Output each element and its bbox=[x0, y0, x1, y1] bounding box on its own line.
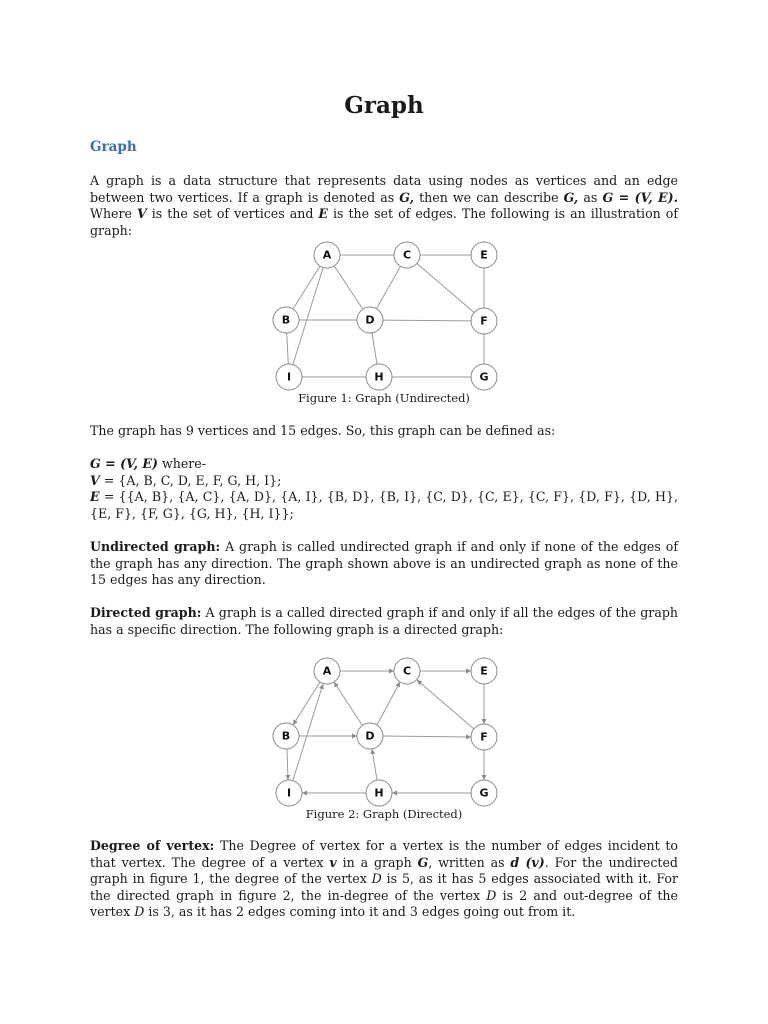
page-title: Graph bbox=[344, 92, 424, 119]
svg-text:E: E bbox=[480, 248, 488, 262]
definition-e-line bbox=[90, 489, 678, 522]
arrow-f-c bbox=[417, 680, 474, 729]
degree-dv: d (v) bbox=[510, 854, 545, 870]
directed-graph-diagram bbox=[265, 654, 505, 810]
degree-paragraph bbox=[90, 838, 678, 921]
degree-v: v bbox=[329, 854, 337, 870]
definition-g-label: G = (V, E) bbox=[90, 456, 158, 471]
figure-2-edges bbox=[287, 671, 484, 793]
directed-paragraph bbox=[90, 605, 678, 638]
arrow-b-i bbox=[287, 749, 288, 780]
definition-block bbox=[90, 456, 678, 522]
node-c bbox=[394, 242, 420, 268]
node-a bbox=[314, 658, 340, 684]
degree-text-4: . For the undirected graph in figure 1, the degree of the vertex bbox=[90, 854, 678, 887]
intro-text-2: then we can describe bbox=[414, 189, 564, 205]
degree-text-5: is 5, as it has 5 edges associated with it. For the directed graph in figure 2, the in-degree of the vertex bbox=[90, 871, 678, 903]
node-c bbox=[394, 658, 420, 684]
intro-text-5: is the set of vertices and bbox=[146, 206, 319, 222]
intro-text-3: as bbox=[578, 189, 603, 205]
figure-2-caption: Figure 2: Graph (Directed) bbox=[305, 807, 463, 821]
degree-label: Degree of vertex: bbox=[90, 838, 215, 853]
arrow-d-f bbox=[383, 736, 471, 737]
degree-text-1: The Degree of vertex for a vertex is the number of edges incident to that vertex. The degree of a vertex bbox=[90, 838, 678, 870]
node-e bbox=[471, 658, 497, 684]
node-d bbox=[357, 307, 383, 333]
intro-text-4: Where bbox=[90, 206, 137, 222]
svg-text:C: C bbox=[402, 248, 412, 262]
figure-1-caption: Figure 1: Graph (Undirected) bbox=[298, 391, 470, 405]
undirected-text: A graph is called undirected graph if and only if none of the edges of the graph has any direction. The graph shown above is an undirected graph as none of the 15 edges has any direction. bbox=[90, 539, 678, 588]
svg-text:F: F bbox=[480, 730, 488, 744]
definition-g-text: where- bbox=[157, 456, 207, 471]
svg-text:D: D bbox=[365, 729, 375, 743]
degree-d-3: D bbox=[134, 904, 145, 920]
definition-v-label: V bbox=[90, 472, 100, 488]
svg-text:G: G bbox=[479, 786, 489, 800]
node-h bbox=[366, 364, 392, 390]
arrow-h-d bbox=[372, 749, 377, 780]
node-d bbox=[357, 723, 383, 749]
node-g bbox=[471, 364, 497, 390]
svg-text:H: H bbox=[374, 370, 384, 384]
node-e bbox=[471, 242, 497, 268]
intro-text-6: is the set of edges. The following is an illustration of graph: bbox=[90, 206, 678, 238]
svg-text:G: G bbox=[479, 370, 489, 384]
svg-text:A: A bbox=[322, 664, 332, 678]
undirected-graph-diagram bbox=[265, 238, 505, 394]
undirected-paragraph bbox=[90, 539, 678, 589]
definition-e-label: E bbox=[90, 489, 100, 505]
intro-paragraph bbox=[90, 173, 678, 239]
svg-text:I: I bbox=[286, 786, 292, 800]
svg-text:B: B bbox=[281, 313, 291, 327]
degree-text-6: is 2 and out-degree of the vertex bbox=[90, 887, 678, 920]
node-b bbox=[273, 723, 299, 749]
intro-e: E bbox=[318, 206, 329, 222]
undirected-label: Undirected graph: bbox=[90, 539, 221, 554]
node-i bbox=[276, 780, 302, 806]
node-f bbox=[471, 308, 497, 334]
figure-1 bbox=[90, 238, 678, 408]
edge-c-f bbox=[407, 255, 484, 321]
figure-1-edges bbox=[286, 255, 484, 377]
node-h bbox=[366, 780, 392, 806]
degree-d-1: D bbox=[371, 871, 382, 887]
edge-d-f bbox=[370, 320, 484, 321]
intro-v: V bbox=[136, 206, 147, 222]
svg-text:C: C bbox=[402, 664, 412, 678]
definition-e-text: = {{A, B}, {A, C}, {A, D}, {A, I}, {B, D}, {B, I}, {C, D}, {C, E}, {C, F}, {D, F}, {D, H}, {E, F}, {F, G}, {G, H}, {H, I}}; bbox=[90, 489, 678, 521]
definition-v-text: = {A, B, C, D, E, F, G, H, I}; bbox=[99, 472, 282, 488]
intro-text-1: A graph is a data structure that represents data using nodes as vertices and an edge between two vertices. If a graph is denoted as bbox=[90, 173, 678, 205]
intro-g-1: G, bbox=[399, 189, 414, 205]
degree-g: G bbox=[417, 854, 429, 870]
svg-text:H: H bbox=[374, 786, 384, 800]
node-a bbox=[314, 242, 340, 268]
directed-text: A graph is a called directed graph if and only if all the edges of the graph has a specific direction. The following graph is a directed graph: bbox=[90, 605, 678, 637]
intro-g-3: G = (V, E). bbox=[602, 189, 678, 205]
node-g bbox=[471, 780, 497, 806]
arrow-d-a bbox=[334, 682, 362, 725]
definition-v-line bbox=[90, 473, 678, 490]
degree-text-3: , written as bbox=[428, 854, 511, 870]
directed-label: Directed graph: bbox=[90, 605, 202, 620]
node-f bbox=[471, 724, 497, 750]
degree-d-2: D bbox=[486, 887, 497, 903]
figure-2 bbox=[90, 654, 678, 824]
summary-paragraph: The graph has 9 vertices and 15 edges. So, this graph can be defined as: bbox=[90, 423, 556, 438]
svg-text:I: I bbox=[286, 370, 292, 384]
svg-text:F: F bbox=[480, 314, 488, 328]
degree-text-7: is 3, as it has 2 edges coming into it and 3 edges going out from it. bbox=[144, 904, 576, 920]
arrow-a-b bbox=[293, 682, 320, 725]
intro-g-2: G, bbox=[563, 189, 579, 205]
svg-text:A: A bbox=[322, 248, 332, 262]
svg-text:E: E bbox=[480, 664, 488, 678]
svg-text:D: D bbox=[365, 313, 375, 327]
section-heading: Graph bbox=[90, 139, 137, 155]
definition-g-line bbox=[90, 456, 678, 473]
node-b bbox=[273, 307, 299, 333]
node-i bbox=[276, 364, 302, 390]
degree-text-2: in a graph bbox=[336, 854, 418, 870]
svg-text:B: B bbox=[281, 729, 291, 743]
arrow-d-c bbox=[377, 682, 400, 725]
